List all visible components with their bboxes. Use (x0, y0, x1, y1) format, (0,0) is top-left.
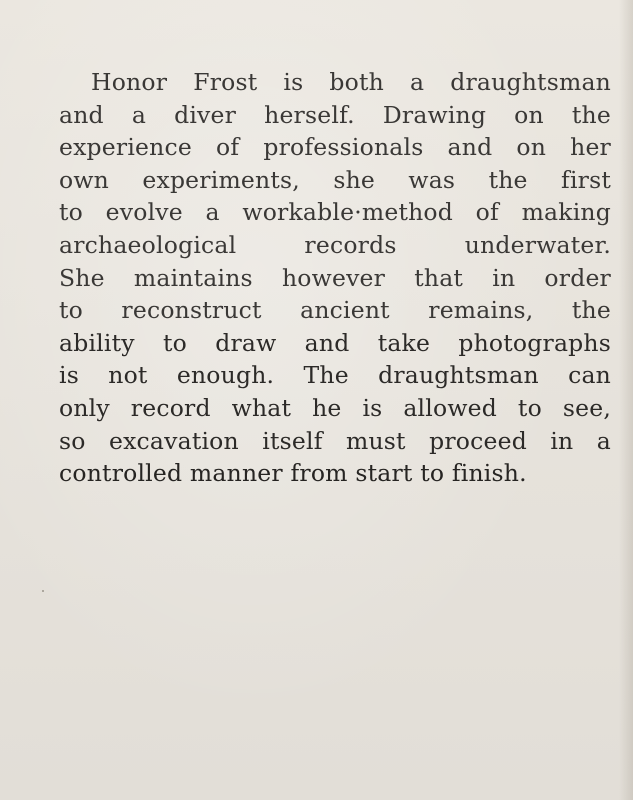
paragraph-line: archaeological records underwater. (59, 230, 611, 259)
paragraph-line: own experiments, she was the first (59, 165, 611, 194)
paragraph-line: so excavation itself must proceed in a (59, 426, 611, 455)
paragraph-line: experience of professionals and on her (59, 133, 611, 162)
paragraph-line: She maintains however that in order (59, 263, 611, 292)
paragraph-line: is not enough. The draughtsman can (59, 361, 611, 390)
paragraph-line: and a diver herself. Drawing on the (59, 100, 611, 129)
paragraph-line: ability to draw and take photographs (59, 328, 611, 357)
paper-speck (42, 590, 44, 592)
paragraph-line: controlled manner from start to finish. (59, 459, 527, 488)
page-edge-shadow (619, 0, 633, 800)
paragraph-line: to evolve a workable·method of making (59, 198, 611, 227)
paragraph-line: Honor Frost is both a draughtsman (91, 68, 611, 96)
paragraph-line: to reconstruct ancient remains, the (59, 296, 611, 325)
paragraph-line: only record what he is allowed to see, (59, 393, 611, 422)
paragraph (59, 66, 611, 490)
